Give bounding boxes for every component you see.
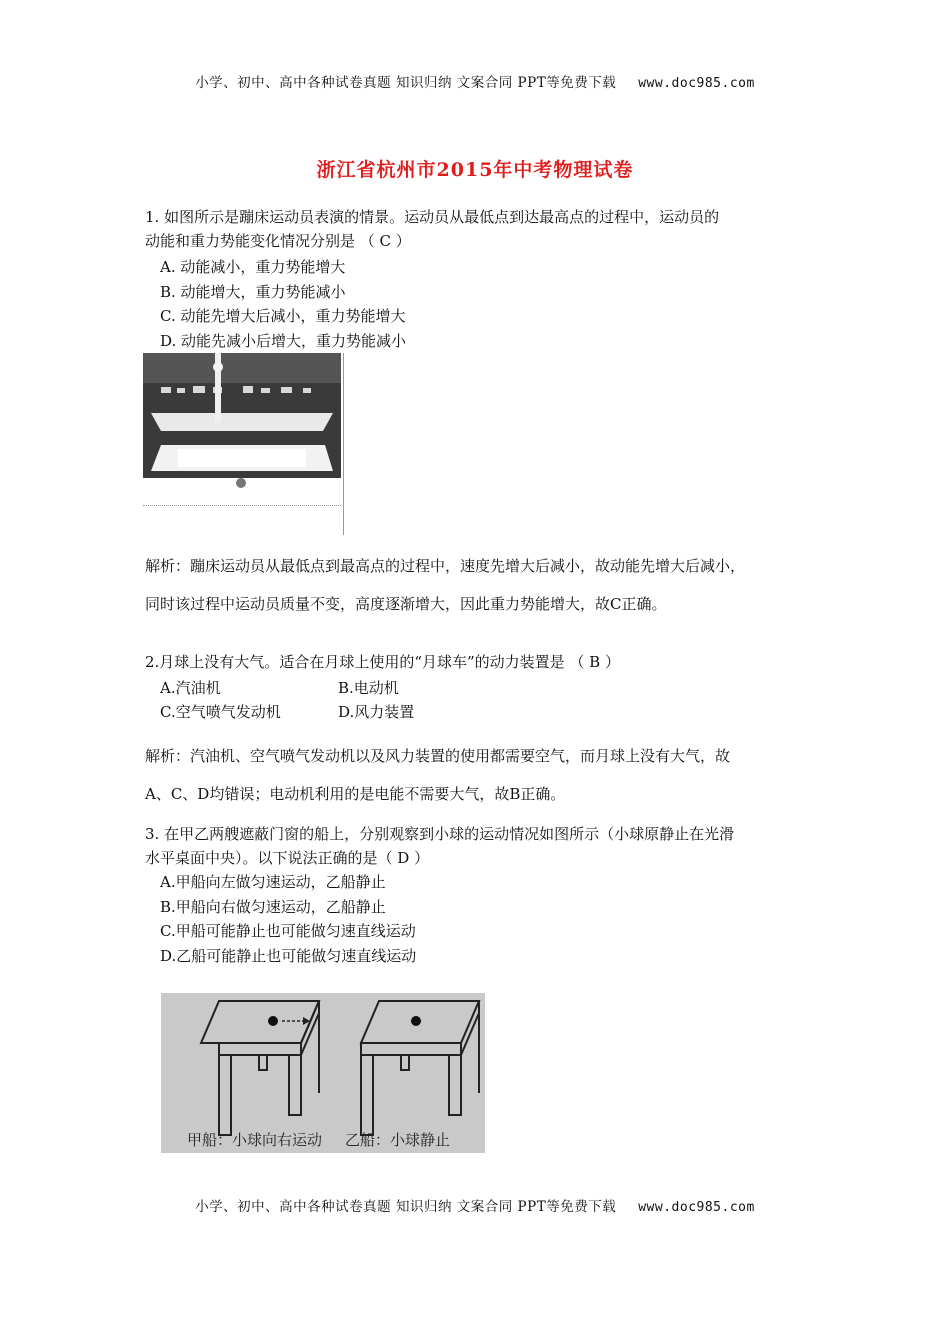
q3-option-c: C.甲船可能静止也可能做匀速直线运动 [160,922,416,940]
q2-analysis-line2: A、C、D均错误；电动机利用的是电能不需要大气，故B正确。 [145,785,566,803]
trampoline-figure [143,353,341,498]
q1-option-d: D. 动能先减小后增大，重力势能减小 [160,332,407,350]
q3-line1: 3. 在甲乙两艘遮蔽门窗的船上，分别观察到小球的运动情况如图所示（小球原静止在光滑 [145,825,735,843]
q2-option-c: C.空气喷气发动机 [160,703,281,721]
header-text: 小学、初中、高中各种试卷真题 知识归纳 文案合同 PPT等免费下载 [195,75,617,91]
page-header [0,71,950,91]
q1-option-a: A. 动能减小，重力势能增大 [160,258,346,276]
page-title: 浙江省杭州市2015年中考物理试卷 [316,159,634,181]
footer-site: www.doc985.com [638,1200,755,1215]
q2-option-d: D.风力装置 [338,703,415,721]
q1-analysis-line1: 解析：蹦床运动员从最低点到最高点的过程中，速度先增大后减小，故动能先增大后减小， [145,557,746,575]
figure-divider [143,505,341,506]
q3-option-b: B.甲船向右做匀速运动，乙船静止 [160,898,386,916]
q3-option-a: A.甲船向左做匀速运动，乙船静止 [160,873,386,891]
page-footer [0,1195,950,1215]
q2-line1: 2.月球上没有大气。适合在月球上使用的“月球车”的动力装置是 （ B ） [145,653,620,671]
q2-option-b: B.电动机 [338,679,399,697]
q1-option-b: B. 动能增大，重力势能减小 [160,283,346,301]
header-site: www.doc985.com [638,76,755,91]
tables-figure [161,993,485,1153]
q3-option-d: D.乙船可能静止也可能做匀速直线运动 [160,947,417,965]
footer-text: 小学、初中、高中各种试卷真题 知识归纳 文案合同 PPT等免费下载 [195,1199,617,1215]
caption-left: 甲船：小球向右运动 [187,1131,323,1149]
q1-line2: 动能和重力势能变化情况分别是 （ C ） [145,232,411,250]
q2-analysis-line1: 解析：汽油机、空气喷气发动机以及风力装置的使用都需要空气，而月球上没有大气，故 [145,747,731,765]
q1-analysis-line2: 同时该过程中运动员质量不变，高度逐渐增大，因此重力势能增大，故C正确。 [145,595,667,613]
caption-right: 乙船：小球静止 [345,1131,451,1149]
q1-line1: 1. 如图所示是蹦床运动员表演的情景。运动员从最低点到达最高点的过程中，运动员的 [145,208,720,226]
q2-option-a: A.汽油机 [160,679,221,697]
q3-line2: 水平桌面中央）。以下说法正确的是（ D ） [145,849,430,867]
figure-border [343,353,344,535]
q1-option-c: C. 动能先增大后减小，重力势能增大 [160,307,406,325]
